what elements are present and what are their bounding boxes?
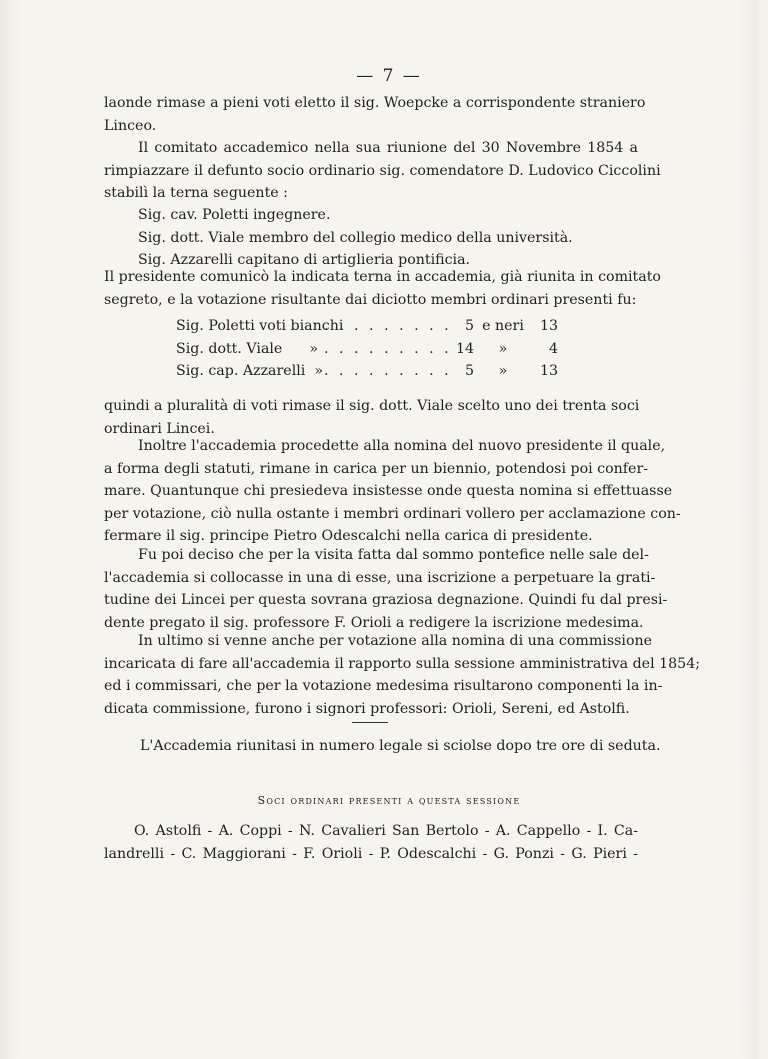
paragraph-presidente [104, 266, 661, 311]
vote-dots: . . . . . . . . . [324, 363, 452, 380]
terna-list [104, 204, 638, 272]
vote-neri: 13 [539, 363, 558, 380]
paragraph-viale-scelto [104, 395, 638, 440]
members-list [104, 820, 638, 865]
terna-item: Sig. cav. Poletti ingegnere. [138, 207, 331, 223]
paragraph-iscrizione [104, 544, 668, 634]
vote-neri: 4 [548, 340, 558, 357]
terna-item: Sig. Azzarelli capitano di artiglieria pontificia. [138, 252, 471, 269]
text-line: dente pregato il sig. professore F. Orioli a redigere la iscrizione medesima. [104, 614, 644, 631]
text-line: a forma degli statuti, rimane in carica per un biennio, potendosi poi confer- [104, 460, 649, 477]
paragraph-woepcke [104, 92, 646, 137]
text-line: Inoltre l'accademia procedette alla nomina del nuovo presidente il quale, [138, 438, 666, 454]
text-line: ordinari Lincei. [104, 420, 215, 437]
vote-name: Sig. cap. Azzarelli » [176, 363, 324, 380]
vote-row [176, 338, 558, 361]
text-line: incaricata di fare all'accademia il rapporto sulla sessione amministrativa del 1854; [104, 655, 700, 672]
text-line: Il comitato accademico nella sua riunione del 30 Novembre 1854 a [138, 140, 638, 156]
vote-dots: . . . . . . . . . [324, 340, 452, 357]
text-line: per votazione, ciò nulla ostante i membri ordinari vollero per acclamazione con- [104, 505, 681, 522]
text-line: Il presidente comunicò la indicata terna in accademia, già riunita in comitato [104, 269, 661, 285]
text-line: rimpiazzare il defunto socio ordinario sig. comendatore D. Ludovico Ciccolini [104, 162, 661, 179]
vote-name: Sig. Poletti voti bianchi [176, 318, 344, 334]
text-line: fermare il sig. principe Pietro Odescalchi nella carica di presidente. [104, 528, 593, 545]
closing-sentence: L'Accademia riunitasi in numero legale si sciolse dopo tre ore di seduta. [140, 738, 661, 754]
text-line: stabilì la terna seguente : [104, 185, 288, 202]
separator-rule [352, 722, 388, 723]
paragraph-comitato [104, 137, 661, 205]
text-line: Fu poi deciso che per la visita fatta dal sommo pontefice nelle sale del- [138, 547, 649, 563]
vote-bianchi: 5 [464, 363, 474, 380]
vote-sep: » [498, 363, 508, 380]
text-line: quindi a pluralità di voti rimase il sig. dott. Viale scelto uno dei trenta soci [104, 398, 640, 414]
text-line: Linceo. [104, 117, 157, 134]
vote-bianchi: 14 [455, 340, 474, 357]
page-number: — 7 — [356, 66, 422, 86]
paragraph-commissione [104, 630, 700, 720]
vote-bianchi: 5 [464, 318, 474, 334]
vote-row [176, 360, 558, 383]
text-line: ed i commissari, che per la votazione medesima risultarono componenti la in- [104, 678, 663, 695]
text-line: l'accademia si collocasse in una di esse, una iscrizione a perpetuare la grati- [104, 569, 656, 586]
text-line: segreto, e la votazione risultante dai diciotto membri ordinari presenti fu: [104, 291, 637, 308]
paragraph-nomina-presidente [104, 435, 681, 548]
text-line: laonde rimase a pieni voti eletto il sig. Woepcke a corrispondente straniero [104, 95, 646, 111]
vote-dots: . . . . . . . . . [324, 318, 452, 334]
text-line: In ultimo si venne anche per votazione alla nomina di una commissione [138, 633, 653, 649]
text-line: tudine dei Lincei per questa sovrana graziosa degnazione. Quindi fu dal presi- [104, 592, 668, 609]
vote-sep: » [498, 340, 508, 357]
vote-row [176, 315, 558, 338]
members-line: landrelli - C. Maggiorani - F. Orioli - P. Odescalchi - G. Ponzi - G. Pieri - [104, 845, 638, 862]
vote-sep: e neri [482, 318, 524, 334]
section-heading: Soci ordinari presenti a questa sessione [257, 794, 521, 807]
members-line: O. Astolfi - A. Coppi - N. Cavalieri San Bertolo - A. Cappello - I. Ca- [134, 823, 638, 839]
terna-item: Sig. dott. Viale membro del collegio medico della università. [138, 229, 573, 246]
vote-neri: 13 [539, 318, 558, 334]
vote-name: Sig. dott. Viale » [176, 340, 319, 357]
text-line: mare. Quantunque chi presiedeva insistesse onde questa nomina si effettuasse [104, 483, 673, 500]
text-line: dicata commissione, furono i signori professori: Orioli, Sereni, ed Astolfi. [104, 700, 630, 717]
vote-table [176, 315, 558, 383]
